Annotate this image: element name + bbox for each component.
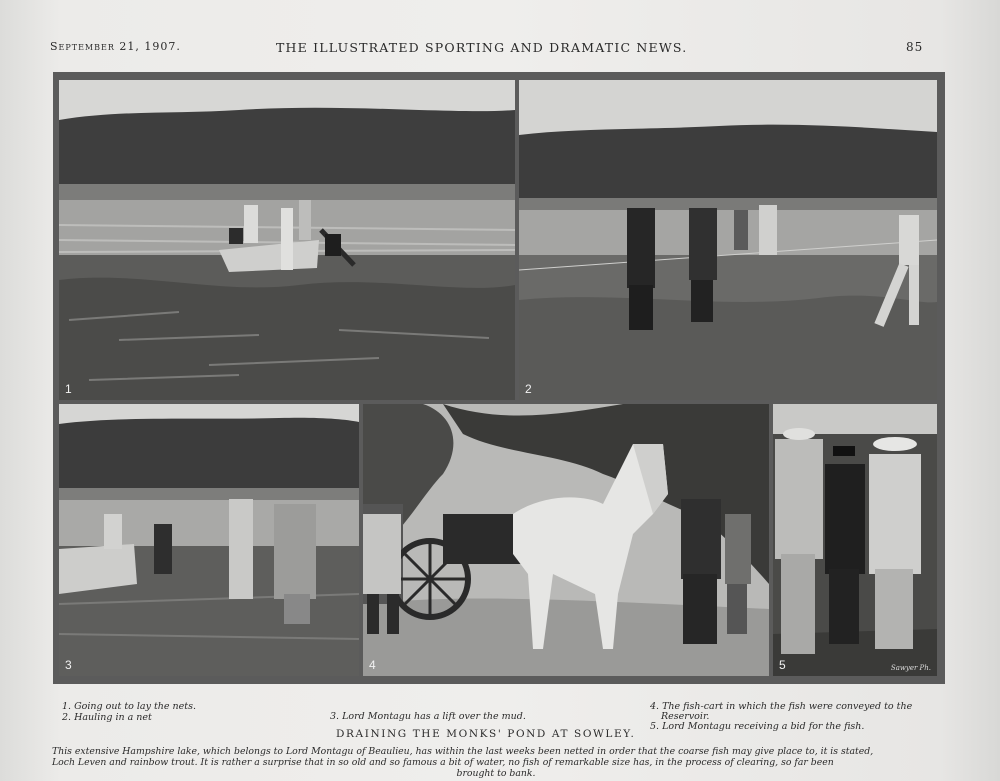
- photo-frame: [53, 72, 945, 684]
- photo-2-hauling-net: [519, 80, 937, 400]
- body-line: brought to bank.: [456, 768, 536, 779]
- photo-5-bid-for-fish: [773, 404, 937, 676]
- caption-5: 5. Lord Montagu receiving a bid for the fish.: [650, 721, 865, 732]
- photo-5-number: 5: [779, 658, 786, 672]
- photo-1-boat-setting-nets: [59, 80, 515, 400]
- photo-4-number: 4: [369, 658, 376, 672]
- page-number: 85: [906, 40, 924, 54]
- photo-1-number: 1: [65, 382, 72, 396]
- publication-title: THE ILLUSTRATED SPORTING AND DRAMATIC NEWS.: [276, 40, 688, 55]
- photo-3-lift-over-mud: [59, 404, 359, 676]
- caption-4-continued: Reservoir.: [661, 711, 710, 722]
- issue-date: September 21, 1907.: [50, 40, 181, 53]
- caption-4: 4. The fish-cart in which the fish were conveyed to the: [650, 701, 913, 712]
- photo-2-number: 2: [525, 382, 532, 396]
- caption-1: 1. Going out to lay the nets.: [62, 701, 197, 712]
- photo-3-number: 3: [65, 658, 72, 672]
- photo-4-fish-cart: [363, 404, 769, 676]
- body-line: Loch Leven and rainbow trout. It is rather a surprise that in so old and so famous a bit of water, no fish of remarkable size has, in the process of clearing, so far been: [52, 757, 834, 768]
- caption-2: 2. Hauling in a net: [62, 712, 152, 723]
- caption-3: 3. Lord Montagu has a lift over the mud.: [330, 711, 526, 722]
- article-body: [52, 746, 940, 779]
- body-line: This extensive Hampshire lake, which belongs to Lord Montagu of Beaulieu, has within the last weeks been netted in order that the coarse fish may give place to, it is stated,: [52, 746, 874, 757]
- article-headline: DRAINING THE MONKS' POND AT SOWLEY.: [336, 728, 636, 740]
- photographer-signature: Sawyer Ph.: [890, 664, 931, 672]
